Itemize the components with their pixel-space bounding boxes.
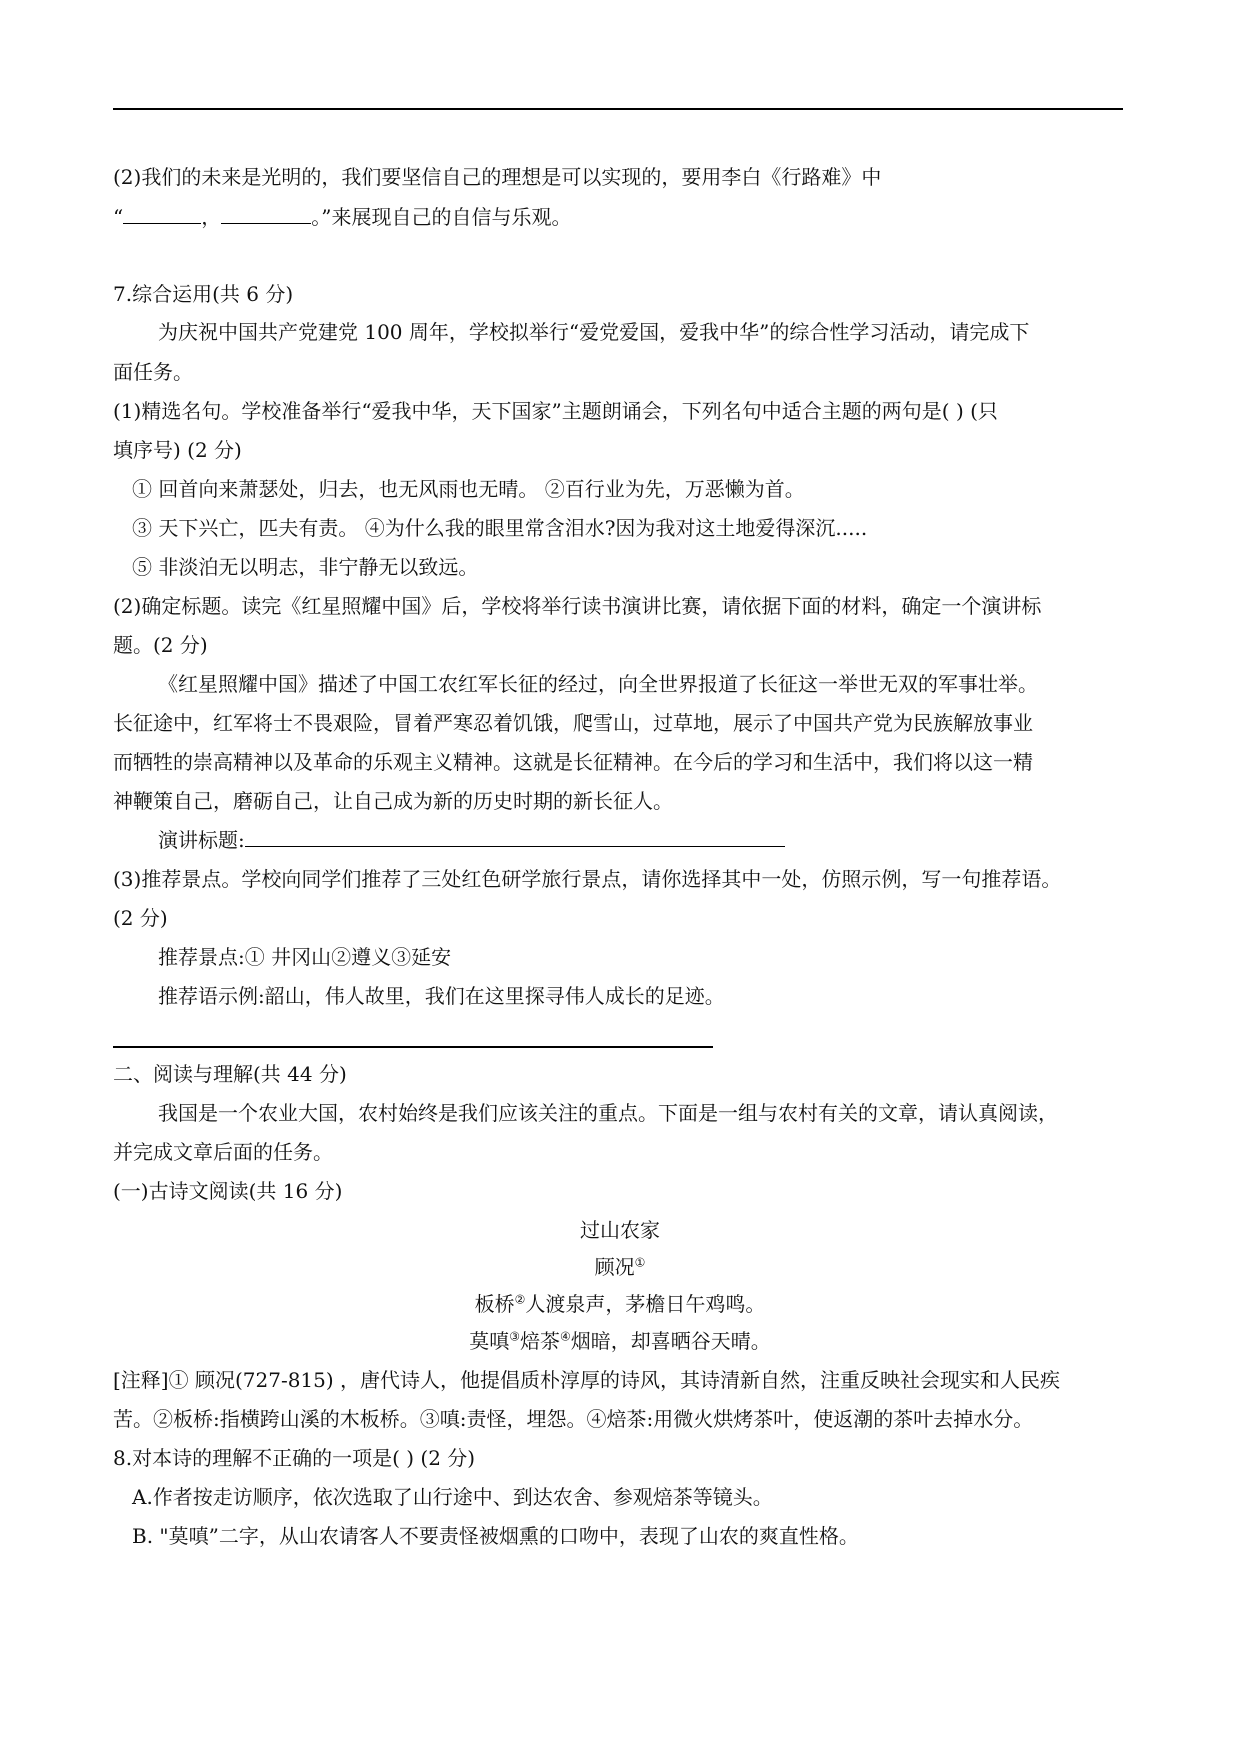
- q6-part2-line2: [113, 203, 571, 231]
- notes-line-1: [注释]① 顾况(727-815) ，唐代诗人，他提倡质朴淳厚的诗风，其诗清新自然，注重反映社会现实和人民疾: [113, 1368, 1061, 1392]
- poem-author: [0, 1253, 1240, 1281]
- author-name: 顾况: [594, 1255, 635, 1279]
- q8-option-b: B. "莫嗔”二字，从山农请客人不要责怪被烟熏的口吻中，表现了山农的爽直性格。: [132, 1524, 859, 1548]
- q7-material-2: 长征途中，红军将士不畏艰险，冒着严寒忍着饥饿，爬雪山，过草地，展示了中国共产党为民族解放事业: [113, 711, 1033, 735]
- q8-option-a: A.作者按走访顺序，依次选取了山行途中、到达农舍、参观焙茶等镜头。: [132, 1485, 773, 1509]
- recommend-spots: 推荐景点:① 井冈山②遵义③延安: [158, 945, 452, 969]
- poem-text: 烟暗，却喜晒谷天晴。: [570, 1329, 771, 1353]
- answer-line[interactable]: [113, 1046, 713, 1048]
- answer-blank-1[interactable]: [123, 205, 201, 224]
- notes-line-2: 苦。②板桥:指横跨山溪的木板桥。③嗔:责怪，埋怨。④焙茶:用微火烘烤茶叶，使返潮的茶叶去掉水分。: [113, 1407, 1034, 1431]
- q7-material-4: 神鞭策自己，磨砺自己，让自己成为新的历史时期的新长征人。: [113, 789, 673, 813]
- poem-line-1: [0, 1290, 1240, 1318]
- poem-text: 莫嗔: [469, 1329, 510, 1353]
- q7-task1-line1: (1)精选名句。学校准备举行“爱我中华，天下国家”主题朗诵会，下列名句中适合主题的两句是( ) (只: [113, 399, 998, 423]
- note-mark: ④: [560, 1329, 571, 1344]
- q7-heading: 7.综合运用(共 6 分): [113, 282, 294, 306]
- part2-intro-2: 并完成文章后面的任务。: [113, 1140, 333, 1164]
- q6-part2-line1: (2)我们的未来是光明的，我们要坚信自己的理想是可以实现的，要用李白《行路难》中: [113, 165, 882, 189]
- line-tail: 。”来展现自己的自信与乐观。: [311, 205, 572, 229]
- poem-text: 人渡泉声，茅檐日午鸡鸣。: [525, 1292, 766, 1316]
- poem-text: 焙茶: [520, 1329, 560, 1353]
- section-1-heading: (一)古诗文阅读(共 16 分): [113, 1179, 343, 1203]
- note-mark: ②: [514, 1292, 526, 1307]
- answer-blank-2[interactable]: [221, 205, 311, 224]
- q7-task1-line2: 填序号) (2 分): [113, 438, 242, 462]
- q7-option-row-2: ③ 天下兴亡，匹夫有责。 ④为什么我的眼里常含泪水?因为我对这土地爱得深沉.....: [132, 516, 868, 540]
- q7-material-1: 《红星照耀中国》描述了中国工农红军长征的经过，向全世界报道了长征这一举世无双的军事壮举。: [158, 672, 1038, 696]
- q7-task2-line1: (2)确定标题。读完《红星照耀中国》后，学校将举行读书演讲比赛，请依据下面的材料，确定一个演讲标: [113, 594, 1042, 618]
- q7-option-row-1: ① 回首向来萧瑟处，归去，也无风雨也无晴。 ②百行业为先，万恶懒为首。: [132, 477, 805, 501]
- speech-title-row: [158, 826, 785, 854]
- q7-intro-1: 为庆祝中国共产党建党 100 周年，学校拟举行“爱党爱国，爱我中华”的综合性学习活动，请完成下: [158, 320, 1030, 344]
- header-rule: [113, 108, 1123, 110]
- q7-intro-2: 面任务。: [113, 360, 193, 384]
- open-quote: “: [113, 205, 124, 229]
- comma: ，: [201, 205, 222, 229]
- part2-heading: 二、阅读与理解(共 44 分): [113, 1062, 347, 1086]
- poem-text: 板桥: [474, 1292, 515, 1316]
- q7-option-row-3: ⑤ 非淡泊无以明志，非宁静无以致远。: [132, 555, 479, 579]
- q7-material-3: 而牺牲的崇高精神以及革命的乐观主义精神。这就是长征精神。在今后的学习和生活中，我们将以这一精: [113, 750, 1033, 774]
- poem-title: 过山农家: [580, 1218, 660, 1242]
- q8-stem: 8.对本诗的理解不正确的一项是( ) (2 分): [113, 1446, 476, 1470]
- q7-task3-line2: (2 分): [113, 906, 168, 930]
- speech-title-blank[interactable]: [245, 828, 785, 847]
- recommend-example: 推荐语示例:韶山，伟人故里，我们在这里探寻伟人成长的足迹。: [158, 984, 725, 1008]
- q7-task2-line2: 题。(2 分): [113, 633, 208, 657]
- speech-title-label: 演讲标题:: [158, 828, 245, 852]
- q7-task3-line1: (3)推荐景点。学校向同学们推荐了三处红色研学旅行景点，请你选择其中一处，仿照示例，写一句推荐语。: [113, 867, 1062, 891]
- note-mark: ③: [509, 1329, 520, 1344]
- note-mark: ①: [634, 1255, 646, 1270]
- poem-line-2: [0, 1327, 1240, 1355]
- part2-intro-1: 我国是一个农业大国，农村始终是我们应该关注的重点。下面是一组与农村有关的文章，请认真阅读，: [158, 1101, 1058, 1125]
